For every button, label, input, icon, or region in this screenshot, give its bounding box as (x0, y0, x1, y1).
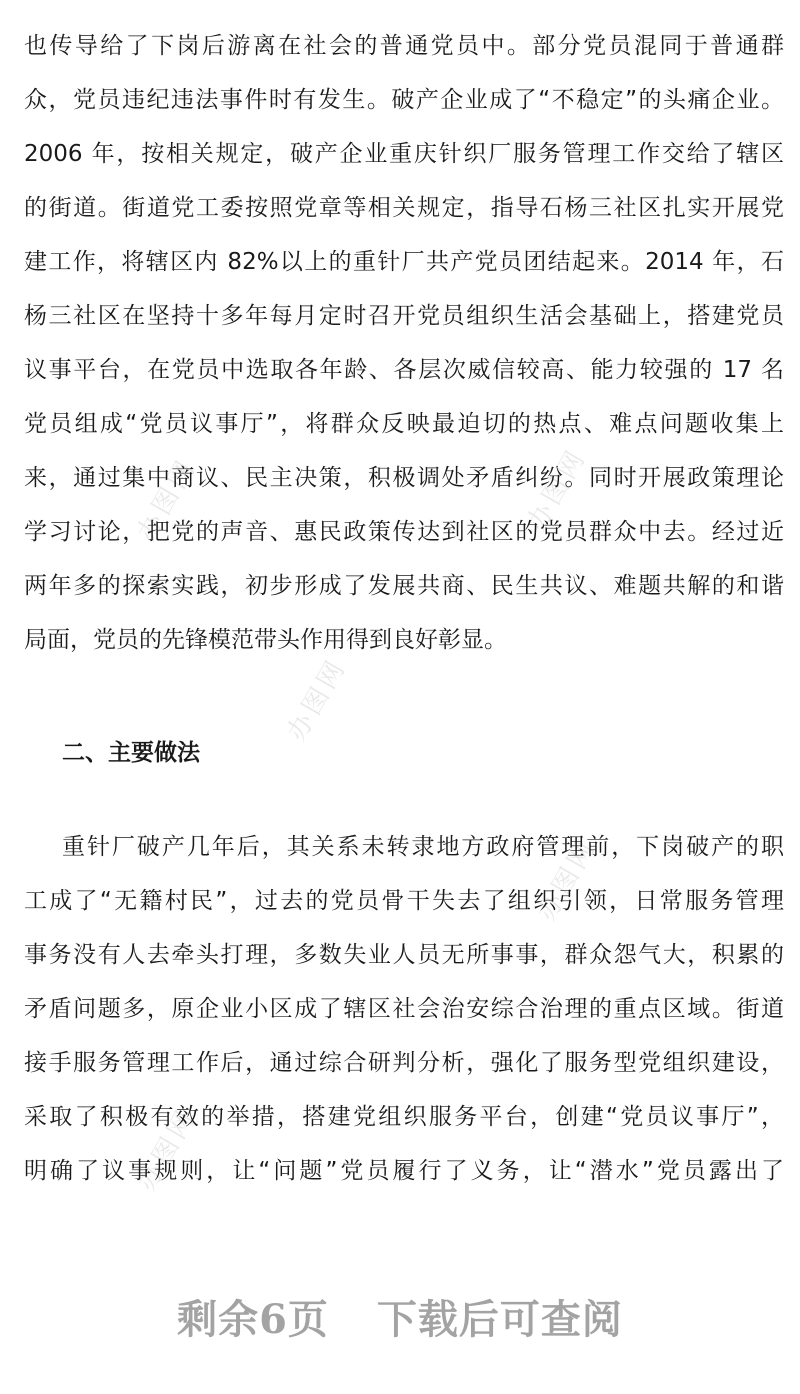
watermark: 办图网 (281, 653, 353, 747)
watermark: 办图网 (131, 1103, 203, 1197)
text-line: 重针厂破产几年后，其关系未转隶地方政府管理前，下岗破产的职 (62, 834, 784, 860)
text-line: 接手服务管理工作后，通过综合研判分析，强化了服务型党组织建设， (24, 1050, 784, 1076)
text-line: 党员组成“党员议事厅”，将群众反映最迫切的热点、难点问题收集上 (24, 411, 784, 437)
text-line: 也传导给了下岗后游离在社会的普通党员中。部分党员混同于普通群 (24, 33, 784, 59)
text-line: 的街道。街道党工委按照党章等相关规定，指导石杨三社区扎实开展党 (24, 195, 784, 221)
text-line: 采取了积极有效的举措，搭建党组织服务平台，创建“党员议事厅”， (24, 1104, 784, 1130)
download-to-view-label[interactable]: 下载后可查阅 (376, 1296, 623, 1343)
text-line: 建工作，将辖区内 82%以上的重针厂共产党员团结起来。2014 年，石 (24, 249, 784, 275)
text-line: 两年多的探索实践，初步形成了发展共商、民生共议、难题共解的和谐 (24, 573, 784, 599)
text-line: 2006 年，按相关规定，破产企业重庆针织厂服务管理工作交给了辖区 (24, 141, 784, 167)
text-line: 明确了议事规则，让“问题”党员履行了义务，让“潜水”党员露出了 (24, 1158, 784, 1184)
watermark: 办图网 (531, 833, 603, 927)
text-line: 局面，党员的先锋模范带头作用得到良好彰显。 (24, 627, 507, 653)
text-line: 杨三社区在坚持十多年每月定时召开党员组织生活会基础上，搭建党员 (24, 303, 784, 329)
text-line: 众，党员违纪违法事件时有发生。破产企业成了“不稳定”的头痛企业。 (24, 87, 784, 113)
remaining-pages-label: 剩余6页 (177, 1296, 329, 1343)
text-line: 议事平台，在党员中选取各年龄、各层次威信较高、能力较强的 17 名 (24, 357, 784, 383)
section-heading: 二、主要做法 (62, 740, 200, 766)
paragraph-main-practices (24, 820, 784, 1198)
download-prompt-banner[interactable] (0, 1288, 800, 1345)
paragraph-background (24, 19, 784, 667)
text-line: 矛盾问题多，原企业小区成了辖区社会治安综合治理的重点区域。街道 (24, 996, 784, 1022)
watermark: 办图网 (131, 453, 203, 547)
text-line: 学习讨论，把党的声音、惠民政策传达到社区的党员群众中去。经过近 (24, 519, 784, 545)
text-line: 工成了“无籍村民”，过去的党员骨干失去了组织引领，日常服务管理 (24, 888, 784, 914)
text-line: 来，通过集中商议、民主决策，积极调处矛盾纠纷。同时开展政策理论 (24, 465, 784, 491)
watermark: 办图网 (521, 443, 593, 537)
text-line: 事务没有人去牵头打理，多数失业人员无所事事，群众怨气大，积累的 (24, 942, 784, 968)
